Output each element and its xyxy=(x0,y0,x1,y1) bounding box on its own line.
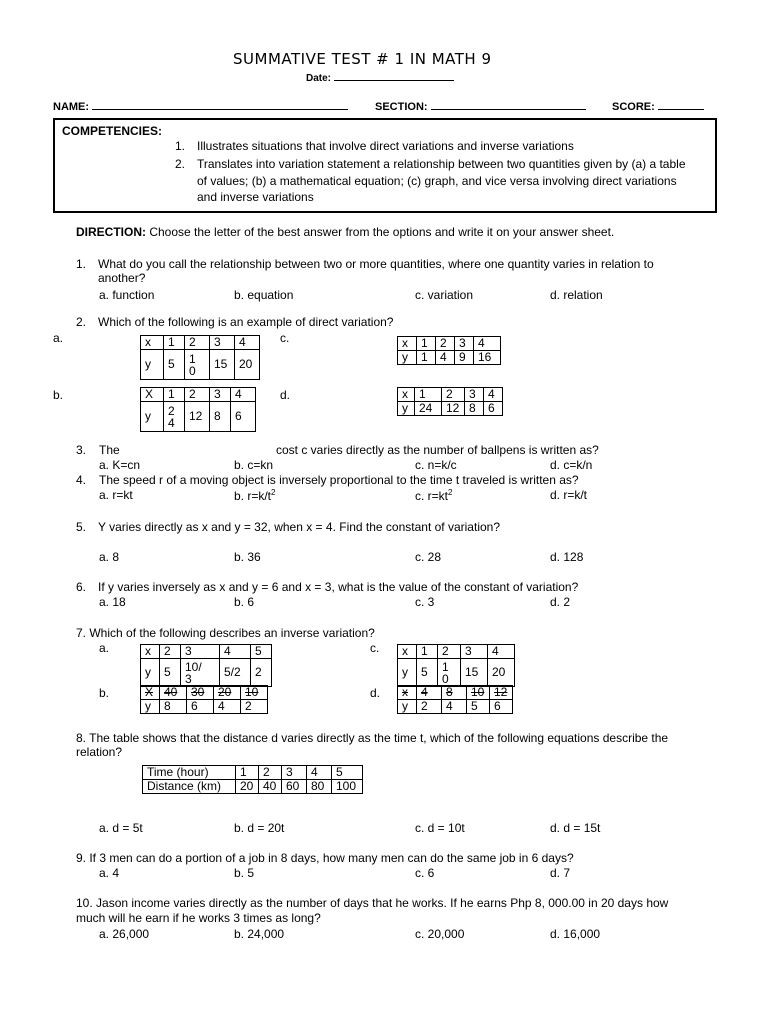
q7-table-d xyxy=(397,685,513,714)
q4-choice-b-text: b. r=k/t xyxy=(234,489,272,503)
competency-1-text: Illustrates situations that involve direct variations and inverse variations xyxy=(197,139,574,153)
competency-2-text-line2: of values; (b) a mathematical equation; (c) graph, and vice versa involving direct variations xyxy=(197,174,677,188)
q10-text-line1: 10. Jason income varies directly as the number of days that he works. If he earns Php 8, 000.00 in 20 days how xyxy=(76,896,669,910)
cell: 20 xyxy=(236,780,259,794)
cell: 40 xyxy=(160,686,187,700)
q4-choice-b-exponent: 2 xyxy=(271,488,276,497)
direction-text: Choose the letter of the best answer from the options and write it on your answer sheet. xyxy=(149,225,615,239)
q2-table-d xyxy=(397,387,503,416)
cell: 40 xyxy=(259,780,282,794)
q6-choice-d: d. 2 xyxy=(550,595,571,609)
q9-choice-c: c. 6 xyxy=(415,866,435,880)
section-line xyxy=(431,98,586,110)
q8-text-line2: relation? xyxy=(76,745,123,759)
cell: Time (hour) xyxy=(143,766,236,780)
q8-text-line1: 8. The table shows that the distance d varies directly as the time t, which of the following equations describe the xyxy=(76,731,669,745)
q1-choice-c: c. variation xyxy=(415,288,474,302)
cell: y xyxy=(141,402,164,432)
cell: 4 xyxy=(442,700,467,714)
q3-text-end: cost c varies directly as the number of ballpens is written as? xyxy=(276,443,599,457)
date-label: Date: xyxy=(306,73,332,84)
section-label: SECTION: xyxy=(375,101,428,113)
name-label: NAME: xyxy=(53,101,90,113)
cell: x xyxy=(398,388,415,402)
cell: 5 xyxy=(467,700,490,714)
q6-text: If y varies inversely as x and y = 6 and x = 3, what is the value of the constant of variation? xyxy=(98,580,579,594)
cell: 16 xyxy=(474,351,501,365)
q3-choice-b: b. c=kn xyxy=(234,458,274,472)
q10-choice-a: a. 26,000 xyxy=(99,927,150,941)
cell: 30 xyxy=(187,686,214,700)
q10-choice-b: b. 24,000 xyxy=(234,927,285,941)
cell: 3 xyxy=(210,388,231,402)
cell: 15 xyxy=(461,659,488,687)
cell: 6 xyxy=(484,402,503,416)
cell: 1 0 xyxy=(438,659,461,687)
cell: 60 xyxy=(282,780,307,794)
q3-choice-d: d. c=k/n xyxy=(550,458,593,472)
competency-2-text-line1: Translates into variation statement a relationship between two quantities given by (a) a table xyxy=(197,157,686,171)
q7-table-c xyxy=(397,644,515,687)
score-label: SCORE: xyxy=(612,101,655,113)
cell: 1 xyxy=(236,766,259,780)
q2-table-a xyxy=(140,335,260,380)
cell: x xyxy=(398,337,417,351)
score-field xyxy=(612,98,704,113)
cell: 2 xyxy=(259,766,282,780)
competency-1-num: 1. xyxy=(175,139,186,153)
cell: 20 xyxy=(488,659,515,687)
cell: 4 xyxy=(214,700,241,714)
cell: 8 xyxy=(160,700,187,714)
q4-choice-c xyxy=(415,488,452,503)
cell: 15 xyxy=(210,350,235,380)
cell: 6 xyxy=(231,402,256,432)
q2-label-b: b. xyxy=(53,388,64,402)
q2-label-c: c. xyxy=(280,331,290,345)
q4-choice-b xyxy=(234,488,275,503)
cell: 4 xyxy=(417,686,442,700)
cell: 2 xyxy=(185,388,210,402)
q9-choice-a: a. 4 xyxy=(99,866,120,880)
q1-text-line2: another? xyxy=(98,271,146,285)
cell: 1 xyxy=(417,645,438,659)
cell: 1 xyxy=(417,337,436,351)
cell: 2 xyxy=(251,659,272,687)
q10-text-line2: much will he earn if he works 3 times as long? xyxy=(76,911,321,925)
cell: 2 xyxy=(160,645,181,659)
cell: x xyxy=(398,645,417,659)
cell: 5 xyxy=(160,659,181,687)
q6-choice-c: c. 3 xyxy=(415,595,435,609)
competency-2-text-line3: and inverse variations xyxy=(197,190,314,204)
cell: y xyxy=(398,659,417,687)
cell: 8 xyxy=(442,686,467,700)
cell: 1 xyxy=(164,388,185,402)
q3-number: 3. xyxy=(76,443,87,457)
cell: y xyxy=(141,659,160,687)
q7-label-a: a. xyxy=(99,641,110,655)
q10-choice-c: c. 20,000 xyxy=(415,927,465,941)
q6-choice-b: b. 6 xyxy=(234,595,255,609)
cell: y xyxy=(141,700,160,714)
q9-text: 9. If 3 men can do a portion of a job in 8 days, how many men can do the same job in 6 days? xyxy=(76,851,574,865)
cell: 4 xyxy=(488,645,515,659)
q1-choice-b: b. equation xyxy=(234,288,294,302)
cell: 6 xyxy=(490,700,513,714)
q5-choice-c: c. 28 xyxy=(415,550,442,564)
cell: 9 xyxy=(455,351,474,365)
cell: 5 xyxy=(251,645,272,659)
q2-label-d: d. xyxy=(280,388,291,402)
cell: 2 xyxy=(436,337,455,351)
q2-label-a: a. xyxy=(53,331,64,345)
q10-choice-d: d. 16,000 xyxy=(550,927,601,941)
cell: 100 xyxy=(332,780,363,794)
cell: 10 xyxy=(241,686,268,700)
cell: 12 xyxy=(442,402,465,416)
q6-choice-a: a. 18 xyxy=(99,595,126,609)
cell: 3 xyxy=(181,645,220,659)
name-line xyxy=(92,98,348,110)
q7-label-c: c. xyxy=(370,641,380,655)
cell: 1 xyxy=(417,351,436,365)
cell: 2 xyxy=(438,645,461,659)
cell: 4 xyxy=(484,388,503,402)
cell: 1 xyxy=(164,336,185,350)
cell: 3 xyxy=(210,336,235,350)
cell: 4 xyxy=(436,351,455,365)
date-field xyxy=(306,69,454,84)
q7-text: 7. Which of the following describes an inverse variation? xyxy=(76,626,375,640)
cell: Distance (km) xyxy=(143,780,236,794)
q8-choice-c: c. d = 10t xyxy=(415,821,465,835)
cell: 1 xyxy=(415,388,442,402)
q4-number: 4. xyxy=(76,473,87,487)
section-field xyxy=(375,98,586,113)
cell: X xyxy=(141,388,164,402)
q5-text: Y varies directly as x and y = 32, when x = 4. Find the constant of variation? xyxy=(98,520,500,534)
q5-number: 5. xyxy=(76,520,87,534)
page-title: SUMMATIVE TEST # 1 IN MATH 9 xyxy=(233,50,492,68)
q2-table-c xyxy=(397,336,501,365)
q4-text: The speed r of a moving object is inversely proportional to the time t traveled is written as? xyxy=(99,473,579,487)
q1-text-line1: What do you call the relationship between two or more quantities, where one quantity varies in relation to xyxy=(98,257,654,271)
q8-table xyxy=(142,765,363,794)
cell: y xyxy=(141,350,164,380)
cell: 1 0 xyxy=(185,350,210,380)
cell: X xyxy=(141,686,160,700)
name-field xyxy=(53,98,348,113)
q7-table-a xyxy=(140,644,272,687)
q5-choice-a: a. 8 xyxy=(99,550,120,564)
cell: 2 xyxy=(185,336,210,350)
q4-choice-d: d. r=k/t xyxy=(550,488,588,502)
cell: 8 xyxy=(210,402,231,432)
cell: 3 xyxy=(282,766,307,780)
cell: 5 xyxy=(164,350,185,380)
q1-number: 1. xyxy=(76,257,87,271)
cell: 4 xyxy=(231,388,256,402)
cell: 3 xyxy=(465,388,484,402)
q2-text: Which of the following is an example of direct variation? xyxy=(98,315,394,329)
q3-text-start: The xyxy=(99,443,120,457)
q7-table-b xyxy=(140,685,268,714)
cell: 5 xyxy=(417,659,438,687)
q2-number: 2. xyxy=(76,315,87,329)
cell: 3 xyxy=(455,337,474,351)
cell: 10/ 3 xyxy=(181,659,220,687)
cell: y xyxy=(398,351,417,365)
direction xyxy=(76,225,614,239)
cell: 12 xyxy=(185,402,210,432)
cell: 4 xyxy=(220,645,251,659)
cell: 2 xyxy=(442,388,465,402)
cell: y xyxy=(398,402,415,416)
direction-label: DIRECTION: xyxy=(76,225,146,239)
q5-choice-b: b. 36 xyxy=(234,550,261,564)
q6-number: 6. xyxy=(76,580,87,594)
q4-choice-c-exponent: 2 xyxy=(448,488,453,497)
cell: 24 xyxy=(415,402,442,416)
q3-choice-a: a. K=cn xyxy=(99,458,141,472)
q7-label-d: d. xyxy=(370,686,381,700)
date-line xyxy=(334,69,454,81)
q5-choice-d: d. 128 xyxy=(550,550,584,564)
q8-choice-b: b. d = 20t xyxy=(234,821,285,835)
cell: 5 xyxy=(332,766,363,780)
cell: y xyxy=(398,700,417,714)
cell: x xyxy=(141,336,164,350)
cell: 2 xyxy=(417,700,442,714)
cell: 6 xyxy=(187,700,214,714)
competency-2-num: 2. xyxy=(175,157,186,171)
q4-choice-a: a. r=kt xyxy=(99,488,133,502)
cell: 5/2 xyxy=(220,659,251,687)
cell: 3 xyxy=(461,645,488,659)
competencies-label: COMPETENCIES: xyxy=(62,124,163,138)
q8-choice-d: d. d = 15t xyxy=(550,821,601,835)
cell: 2 xyxy=(241,700,268,714)
cell: 20 xyxy=(214,686,241,700)
q2-table-b xyxy=(140,387,256,432)
q4-choice-c-text: c. r=kt xyxy=(415,489,449,503)
q1-choice-a: a. function xyxy=(99,288,155,302)
cell: 8 xyxy=(465,402,484,416)
q9-choice-b: b. 5 xyxy=(234,866,255,880)
cell: 10 xyxy=(467,686,490,700)
cell: 80 xyxy=(307,780,332,794)
cell: 4 xyxy=(307,766,332,780)
q3-choice-c: c. n=k/c xyxy=(415,458,457,472)
q8-choice-a: a. d = 5t xyxy=(99,821,143,835)
cell: 4 xyxy=(235,336,260,350)
cell: 4 xyxy=(474,337,501,351)
cell: x xyxy=(141,645,160,659)
cell: 12 xyxy=(490,686,513,700)
cell: x xyxy=(398,686,417,700)
q7-label-b: b. xyxy=(99,686,110,700)
q9-choice-d: d. 7 xyxy=(550,866,571,880)
score-line xyxy=(658,98,704,110)
cell: 2 4 xyxy=(164,402,185,432)
q1-choice-d: d. relation xyxy=(550,288,603,302)
cell: 20 xyxy=(235,350,260,380)
